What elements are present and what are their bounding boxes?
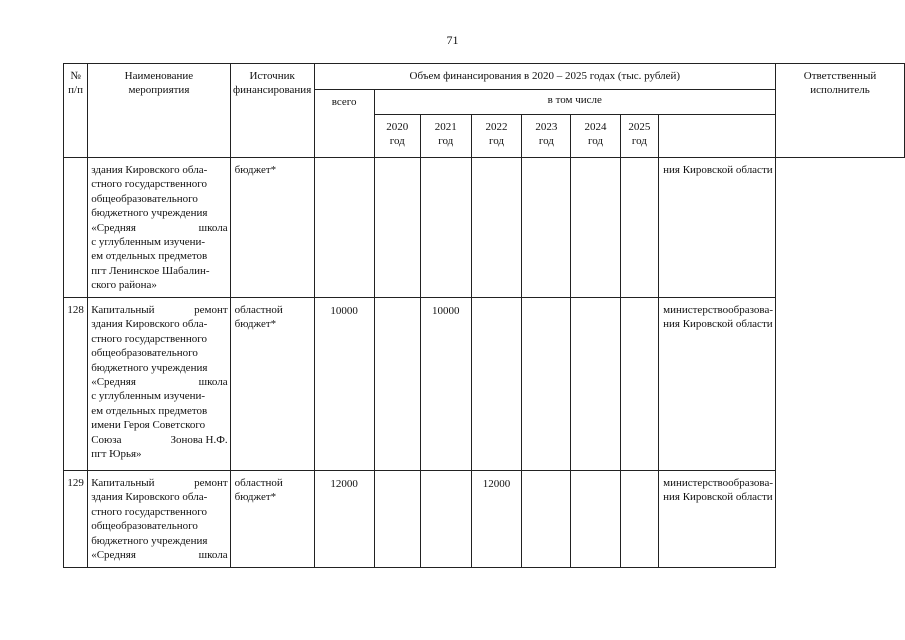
row-year-value [522, 158, 571, 298]
header-source-line: Источник [249, 70, 295, 82]
row-name-line: Союза Зонова Н.Ф. [91, 433, 228, 446]
row-source [230, 471, 314, 568]
row-name-line: здания Кировского обла- [91, 164, 208, 176]
row-name-line: имени Героя Советского [91, 419, 206, 432]
header-source [230, 64, 314, 158]
row-total: 10000 [314, 298, 374, 471]
row-year-value [522, 298, 571, 471]
row-source-line: областной [234, 304, 283, 316]
row-name-line: Капитальный ремонт [91, 477, 228, 489]
header-name-line: мероприятия [128, 84, 190, 97]
row-name [88, 158, 230, 298]
header-year-3 [522, 115, 571, 158]
row-source-line: бюджет* [234, 164, 277, 176]
row-name-line: «Средняя школа [91, 221, 228, 234]
row-name-line: здания Кировского обла- [91, 318, 208, 331]
table-row [64, 471, 905, 568]
row-responsible [659, 298, 776, 471]
header-row-1 [64, 64, 905, 90]
header-name-line: Наименование [124, 70, 194, 82]
row-name-line: здания Кировского обла- [91, 491, 208, 504]
row-year-value [620, 471, 659, 568]
row-num [64, 158, 88, 298]
page-number: 71 [446, 33, 459, 47]
row-name-line: ского района» [91, 279, 157, 292]
header-year-unit: год [538, 135, 554, 148]
row-name [88, 471, 230, 568]
row-year-value [471, 298, 522, 471]
row-num: 128 [64, 298, 88, 471]
row-year-value [571, 471, 620, 568]
row-year-value [571, 298, 620, 471]
row-year-value [620, 158, 659, 298]
header-year-value: 2023 [535, 121, 558, 133]
row-responsible-line: ния Кировской области [663, 164, 773, 176]
row-name-line: стного государственного [91, 178, 208, 191]
table-row [64, 158, 905, 298]
row-responsible-line: ния Кировской области [663, 491, 773, 504]
header-year-unit: год [588, 135, 604, 148]
row-year-value [420, 471, 471, 568]
row-name-line: бюджетного учреждения [91, 361, 208, 374]
row-total: 12000 [314, 471, 374, 568]
row-year-value: 12000 [471, 471, 522, 568]
row-source [230, 158, 314, 298]
row-name-line: общеобразовательного [91, 520, 198, 533]
row-responsible-line: ния Кировской области [663, 318, 773, 331]
header-year-value: 2025 [628, 121, 651, 133]
header-name [88, 64, 230, 158]
row-name-line: Капитальный ремонт [91, 304, 228, 316]
row-responsible-line: министерство образова- [663, 477, 773, 489]
header-num-line: п/п [68, 84, 84, 97]
header-including: в том числе [374, 90, 775, 115]
financing-table [63, 63, 905, 568]
header-year-1 [420, 115, 471, 158]
row-year-value [420, 158, 471, 298]
row-responsible [659, 471, 776, 568]
row-name-line: пгт Ленинское Шабалин- [91, 264, 210, 277]
row-year-value [374, 298, 420, 471]
row-name-line: общеобразовательного [91, 192, 198, 205]
row-name-line: ем отдельных предметов [91, 404, 208, 417]
header-year-unit: год [631, 135, 647, 148]
row-source [230, 298, 314, 471]
header-year-4 [571, 115, 620, 158]
row-year-value [620, 298, 659, 471]
header-responsible [776, 64, 905, 158]
row-name-line: «Средняя школа [91, 549, 228, 562]
row-responsible-line: министерство образова- [663, 304, 773, 316]
row-responsible [659, 158, 776, 298]
header-year-0 [374, 115, 420, 158]
header-year-value: 2020 [386, 121, 409, 133]
row-name-line: ем отдельных предметов [91, 250, 208, 263]
header-volume: Объем финансирования в 2020 – 2025 годах (тыс. рублей) [314, 64, 775, 90]
row-year-value [571, 158, 620, 298]
table-body [64, 64, 905, 568]
row-total [314, 158, 374, 298]
row-name [88, 298, 230, 471]
header-year-unit: год [488, 135, 504, 148]
row-source-line: бюджет* [234, 318, 277, 331]
header-responsible-line: Ответственный [803, 70, 877, 82]
row-year-value: 10000 [420, 298, 471, 471]
row-year-value [522, 471, 571, 568]
header-source-line: финансирования [233, 84, 312, 97]
row-name-line: бюджетного учреждения [91, 207, 208, 220]
row-name-line: пгт Юрья» [91, 448, 142, 461]
row-name-line: «Средняя школа [91, 376, 228, 389]
row-name-line: общеобразовательного [91, 347, 198, 360]
row-year-value [374, 158, 420, 298]
row-name-line: с углубленным изучени- [91, 390, 206, 403]
row-name-line: бюджетного учреждения [91, 534, 208, 547]
row-source-line: бюджет* [234, 491, 277, 504]
row-name-line: с углубленным изучени- [91, 236, 206, 249]
header-num [64, 64, 88, 158]
header-num-line: № [70, 70, 81, 82]
header-year-unit: год [389, 135, 405, 148]
header-year-value: 2022 [485, 121, 508, 133]
row-year-value [374, 471, 420, 568]
header-year-value: 2021 [434, 121, 457, 133]
header-year-5 [620, 115, 659, 158]
row-year-value [471, 158, 522, 298]
header-responsible-line: исполнитель [810, 84, 870, 97]
table-row [64, 298, 905, 471]
row-name-line: стного государственного [91, 332, 208, 345]
header-year-2 [471, 115, 522, 158]
row-name-line: стного государственного [91, 505, 208, 518]
row-num: 129 [64, 471, 88, 568]
row-source-line: областной [234, 477, 283, 489]
header-year-value: 2024 [584, 121, 607, 133]
header-year-unit: год [438, 135, 454, 148]
header-total: всего [314, 90, 374, 158]
